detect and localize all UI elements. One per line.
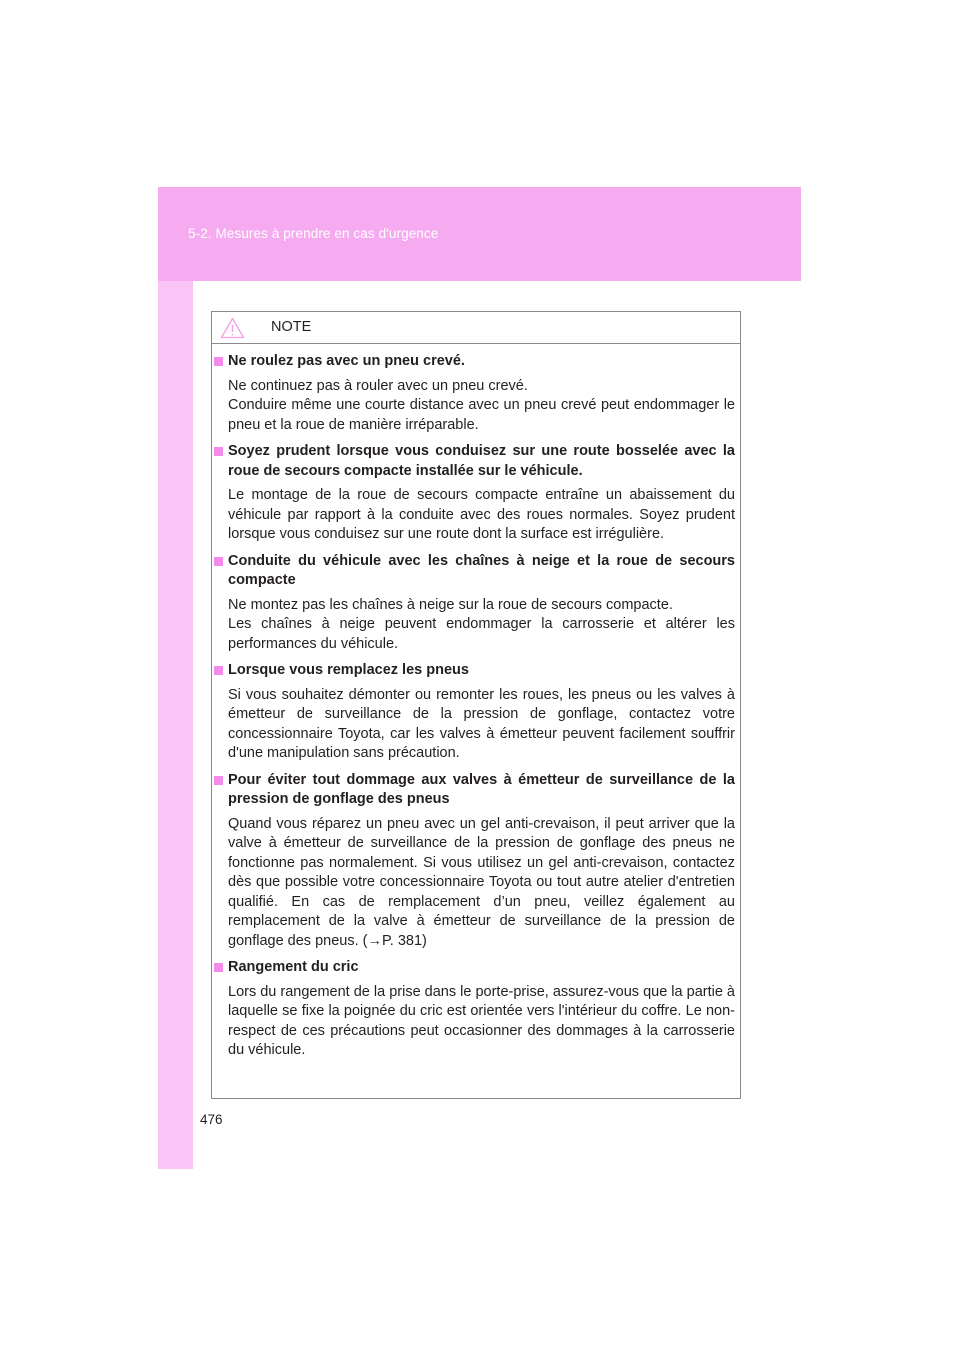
square-bullet-icon [214, 963, 223, 972]
note-item-heading [212, 442, 735, 481]
note-paragraph: Si vous souhaitez démonter ou remonter les roues, les pneus ou les valves à émetteur de surveillance de la pression de gonflage, contactez votre concessionnaire Toyota, car les valves à émetteur peuvent facilement souffrir d'une manipulation sans précaution. [228, 686, 735, 761]
note-paragraph: Ne montez pas les chaînes à neige sur la roue de secours compacte. [228, 596, 673, 613]
note-item-text [228, 377, 735, 436]
note-paragraph: Le montage de la roue de secours compacte entraîne un abaissement du véhicule par rapport à la conduite avec des roues normales. Soyez prudent lorsque vous conduisez sur une route dont la surface est irrégulière. [228, 487, 735, 542]
note-box [211, 311, 741, 1099]
note-item-text [228, 686, 735, 764]
note-item-heading [212, 352, 735, 372]
note-item-title: Pour éviter tout dommage aux valves à émetteur de surveillance de la pression de gonflage des pneus [228, 771, 735, 807]
note-item-title: Lorsque vous remplacez les pneus [228, 662, 469, 678]
note-paragraph: Conduire même une courte distance avec un pneu crevé peut endommager le pneu et la roue de manière irréparable. [228, 397, 735, 433]
note-item-title: Conduite du véhicule avec les chaînes à neige et la roue de secours compacte [228, 552, 735, 588]
note-item-text [228, 486, 735, 545]
note-item-text [228, 815, 735, 952]
note-item-heading [212, 958, 735, 978]
note-item [212, 352, 735, 435]
note-item-title: Ne roulez pas avec un pneu crevé. [228, 353, 465, 369]
note-paragraph: Les chaînes à neige peuvent endommager la carrosserie et altérer les performances du véhicule. [228, 616, 735, 652]
note-item-heading [212, 771, 735, 810]
note-header [212, 312, 740, 344]
square-bullet-icon [214, 557, 223, 566]
note-item-title: Soyez prudent lorsque vous conduisez sur une route bosselée avec la roue de secours compacte installée sur le véhicule. [228, 443, 735, 479]
square-bullet-icon [214, 357, 223, 366]
note-paragraph: Quand vous réparez un pneu avec un gel anti-crevaison, il peut arriver que la valve à émetteur de surveillance de la pression de gonflage des pneus ne fonctionne pas normalement. Si vous utilisez un gel anti-crevaison, contactez dès que possible votre concessionnaire Toyota ou tout autre atelier d'entretien qualifié. En cas de remplacement d’un pneu, veillez également au remplacement de la valve à émetteur de surveillance de la pression de gonflage des pneus. (→P. 381) [228, 815, 735, 949]
square-bullet-icon [214, 447, 223, 456]
note-item-text [228, 596, 735, 655]
note-item [212, 552, 735, 655]
note-paragraph: Lors du rangement de la prise dans le porte-prise, assurez-vous que la partie à laquelle se fixe la poignée du cric est orientée vers l'intérieur du coffre. Le non-respect de ces précautions peut occasionner des dommages à la carrosserie du véhicule. [228, 983, 735, 1058]
note-item-heading [212, 661, 735, 681]
side-band [158, 281, 193, 1169]
note-item [212, 442, 735, 545]
note-title: NOTE [271, 319, 312, 335]
warning-triangle-icon [220, 317, 245, 339]
note-item [212, 771, 735, 952]
note-item-title: Rangement du cric [228, 959, 359, 975]
page-number: 476 [200, 1112, 223, 1127]
note-item-text [228, 983, 735, 1061]
header-band [158, 187, 801, 281]
note-item [212, 958, 735, 1061]
square-bullet-icon [214, 666, 223, 675]
note-paragraph: Ne continuez pas à rouler avec un pneu crevé. [228, 377, 528, 394]
note-item [212, 661, 735, 764]
note-item-heading [212, 552, 735, 591]
section-title: 5-2. Mesures à prendre en cas d'urgence [188, 226, 439, 241]
note-body [212, 344, 740, 1061]
square-bullet-icon [214, 776, 223, 785]
